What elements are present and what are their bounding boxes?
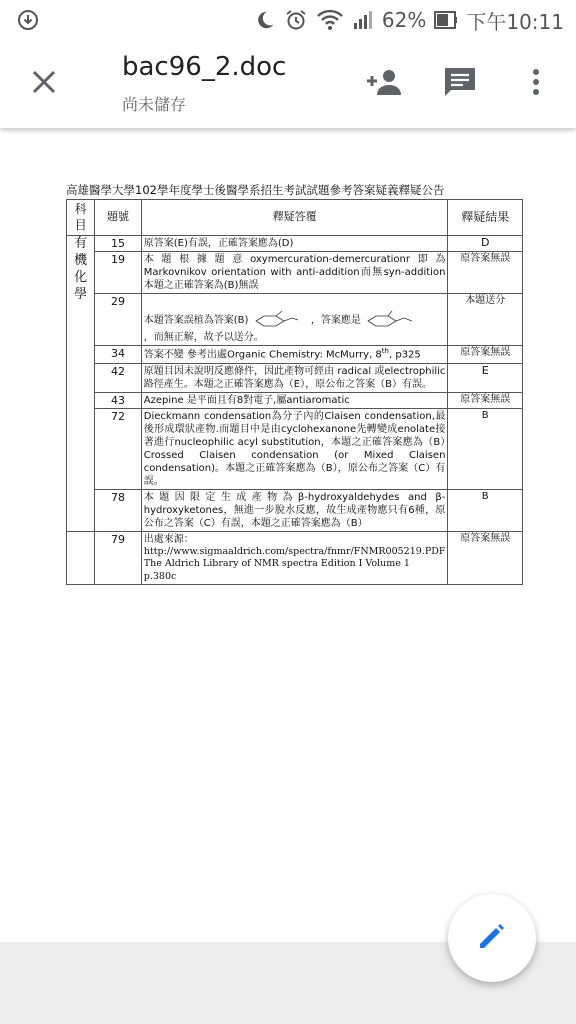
col-answer: 釋疑答覆	[141, 200, 448, 236]
table-row	[67, 346, 523, 363]
row-number: 78	[95, 490, 142, 532]
status-bar	[0, 0, 576, 40]
table-row	[67, 294, 523, 346]
col-number: 題號	[95, 200, 142, 236]
table-row	[67, 236, 523, 252]
row-answer: 答案不變 參考出處Organic Chemistry: McMurry, 8th, p325	[141, 346, 448, 363]
row-result: 原答案無誤	[448, 392, 523, 408]
document-heading: 高雄醫學大學102學年度學士後醫學系招生考試試題參考答案疑義釋疑公告	[66, 183, 445, 197]
table-row	[67, 532, 523, 585]
row-result: 原答案無誤	[448, 346, 523, 363]
row-number: 15	[95, 236, 142, 252]
row-result: B	[448, 409, 523, 490]
row-answer-part: 本題答案誤植為答案(B)	[143, 315, 249, 327]
document-view[interactable]	[0, 128, 576, 942]
row-result: D	[448, 236, 523, 252]
molecule-diagram	[364, 309, 420, 331]
empty-subject-cell	[67, 532, 95, 585]
alarm-icon	[284, 8, 308, 32]
table-row	[67, 490, 523, 532]
table-row	[67, 363, 523, 392]
source-url: http://www.sigmaaldrich.com/spectra/fnmr/FNMR005219.PDF	[143, 546, 446, 558]
row-number: 19	[95, 252, 142, 294]
row-answer: 本題因限定生成產物為β-hydroxyaldehydes and β-hydroxyketones，無進一步脫水反應，故生成產物應只有6種，原公布之答案（C）有誤，本題之正確答案應為（B）	[141, 490, 448, 532]
row-number: 42	[95, 363, 142, 392]
file-name: bac96_2.doc	[122, 52, 287, 82]
row-answer: Azepine 是平面且有8對電子,屬antiaromatic	[141, 392, 448, 408]
source-page: p.380c	[143, 570, 177, 582]
row-number: 43	[95, 392, 142, 408]
subject-cell	[67, 236, 95, 532]
battery-icon	[434, 9, 458, 31]
add-person-icon[interactable]	[364, 62, 404, 102]
row-result: B	[448, 490, 523, 532]
row-result: 本題送分	[448, 294, 523, 346]
comment-icon[interactable]	[440, 62, 480, 102]
molecule-diagram	[252, 309, 308, 331]
app-bar	[0, 40, 576, 128]
save-status: 尚未儲存	[122, 95, 187, 114]
row-answer	[141, 294, 448, 346]
subject-char: 機	[74, 253, 88, 269]
row-number: 72	[95, 409, 142, 490]
row-number: 29	[95, 294, 142, 346]
row-result: E	[448, 363, 523, 392]
subject-char: 有	[74, 236, 88, 252]
signal-icon	[352, 9, 374, 31]
source-book: The Aldrich Library of NMR spectra Edition I Volume 1	[143, 558, 410, 570]
row-answer-part: ，答案應是	[310, 315, 361, 327]
table-row	[67, 392, 523, 408]
col-subject: 科目	[67, 200, 95, 236]
row-number: 79	[95, 532, 142, 585]
pencil-icon	[476, 920, 508, 956]
moon-icon	[254, 9, 276, 31]
row-answer: 本題根據題意oxymercuration-demercurationr即為Markovnikov orientation with anti-addition而無syn-addition本題之正確答案為(B)無誤	[141, 252, 448, 294]
table-row	[67, 252, 523, 294]
source-label: 出處來源：	[143, 534, 194, 546]
table-row	[67, 409, 523, 490]
answer-table	[66, 199, 523, 585]
battery-percent: 62%	[381, 8, 427, 32]
clock: 下午10:11	[466, 9, 564, 34]
close-icon[interactable]	[26, 64, 62, 100]
download-icon	[16, 8, 40, 32]
row-number: 34	[95, 346, 142, 363]
row-answer: 原答案(E)有誤，正確答案應為(D)	[141, 236, 448, 252]
subject-label	[67, 236, 94, 304]
wifi-icon	[316, 8, 344, 32]
more-vert-icon[interactable]	[516, 62, 556, 102]
table-header-row	[67, 200, 523, 236]
subject-char: 化	[74, 269, 88, 285]
row-answer-part: ，而無正解，故予以送分。	[143, 332, 264, 344]
row-result: 原答案無誤	[448, 252, 523, 294]
row-answer: Dieckmann condensation為分子內的Claisen condensation,最後形成環狀產物.而題目中是由cyclohexanone先轉變成enolate接著進行nucleophilic acyl substitution，本題之正確答案應為（B）Crossed Claisen condensation (or Mixed Claisen condensation)。本題之正確答案應為（B），原公布之答案（C）有誤。	[141, 409, 448, 490]
col-result: 釋疑結果	[448, 200, 523, 236]
row-answer	[141, 532, 448, 585]
row-result: 原答案無誤	[448, 532, 523, 585]
edit-button[interactable]	[448, 894, 536, 982]
row-answer: 原題目因未說明反應條件，因此產物可經由 radical 或electrophilic 路徑產生。本題之正確答案應為（E），原公布之答案（B）有誤。	[141, 363, 448, 392]
subject-char: 學	[74, 286, 88, 302]
